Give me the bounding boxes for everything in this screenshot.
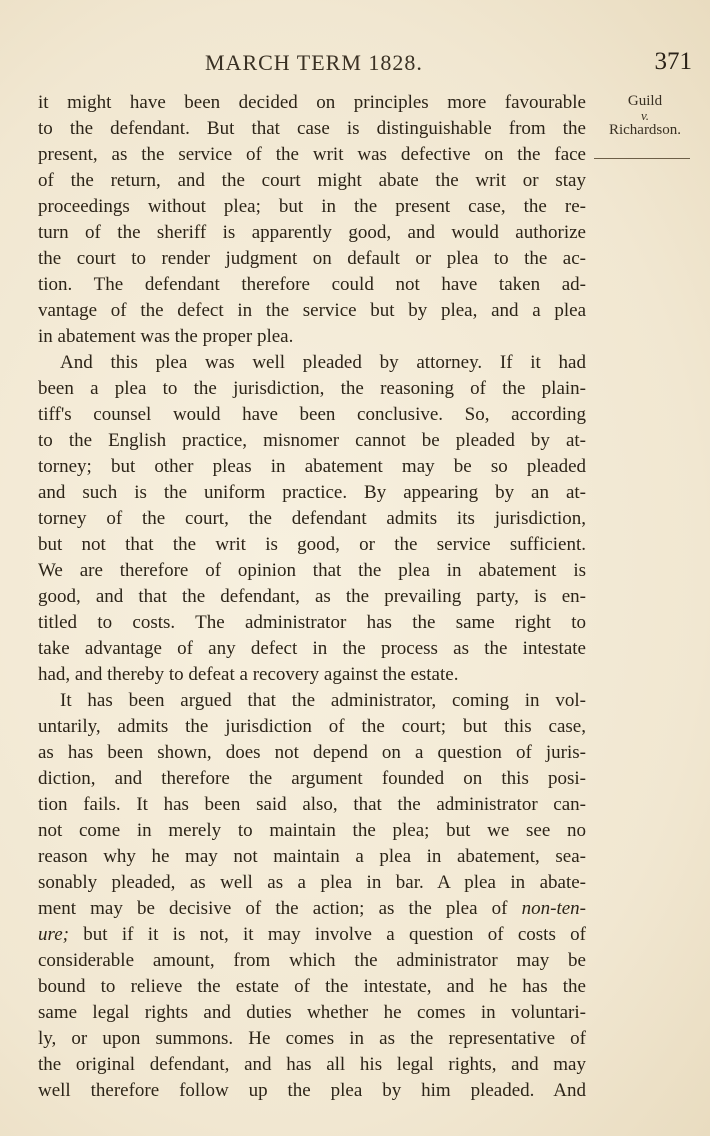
text-line: good, and that the defendant, as the prevailing party, is en- [38,586,586,607]
text-line: reason why he may not maintain a plea in abatement, sea- [38,846,586,867]
text-line: take advantage of any defect in the process as the intestate [38,638,586,659]
text-segment: ment may be decisive of the action; as the plea of [38,898,508,919]
text-line: to the English practice, misnomer cannot be pleaded by at- [38,430,586,451]
text-line: sonably pleaded, as well as a plea in bar. A plea in abate- [38,872,586,893]
text-line: untarily, admits the jurisdiction of the court; but this case, [38,716,586,737]
text-line: bound to relieve the estate of the intestate, and he has the [38,976,586,997]
text-line: And this plea was well pleaded by attorney. If it had [60,352,586,373]
text-line: the court to render judgment on default or plea to the ac- [38,248,586,269]
text-line: considerable amount, from which the administrator may be [38,950,586,971]
text-line: of the return, and the court might abate the writ or stay [38,170,586,191]
text-line: turn of the sheriff is apparently good, and would authorize [38,222,586,243]
margin-rule [594,158,690,159]
text-line: torney of the court, the defendant admits its jurisdiction, [38,508,586,529]
text-line: torney; but other pleas in abatement may be so pleaded [38,456,586,477]
running-head: MARCH TERM 1828. [205,50,423,75]
text-line: ly, or upon summons. He comes in as the representative of [38,1028,586,1049]
page-number: 371 [654,48,692,75]
page-header [0,50,710,80]
text-line: and such is the uniform practice. By appearing by an at- [38,482,586,503]
text-line: proceedings without plea; but in the present case, the re- [38,196,586,217]
text-line: tiff's counsel would have been conclusive. So, according [38,404,586,425]
text-line: It has been argued that the administrator, coming in vol- [60,690,586,711]
text-line: vantage of the defect in the service but by plea, and a plea [38,300,586,321]
body-text [38,90,586,1104]
text-line: tion. The defendant therefore could not have taken ad- [38,274,586,295]
text-line: well therefore follow up the plea by him pleaded. And [38,1080,586,1101]
text-line: as has been shown, does not depend on a question of juris- [38,742,586,763]
text-line: it might have been decided on principles more favourable [38,92,586,113]
text-line: to the defendant. But that case is distinguishable from the [38,118,586,139]
text-line: We are therefore of opinion that the plea in abatement is [38,560,586,581]
text-line: not come in merely to maintain the plea; but we see no [38,820,586,841]
text-line: present, as the service of the writ was defective on the face [38,144,586,165]
margin-note-plaintiff: Guild [627,93,663,109]
text-line [38,922,586,948]
text-line: the original defendant, and has all his legal rights, and may [38,1054,586,1075]
italic-term: ure; [38,924,69,945]
text-line: in abatement was the proper plea. [38,326,294,347]
text-line: titled to costs. The administrator has the same right to [38,612,586,633]
text-line: same legal rights and duties whether he comes in voluntari- [38,1002,586,1023]
margin-note-versus: v. [640,108,650,123]
text-line [38,896,586,922]
case-margin-note [590,93,700,139]
text-line: diction, and therefore the argument founded on this posi- [38,768,586,789]
text-line: but not that the writ is good, or the service sufficient. [38,534,586,555]
text-line: been a plea to the jurisdiction, the reasoning of the plain- [38,378,586,399]
text-line: tion fails. It has been said also, that the administrator can- [38,794,586,815]
text-segment: but if it is not, it may involve a question of costs of [83,924,586,945]
italic-term: non-ten- [521,898,587,919]
text-line: had, and thereby to defeat a recovery against the estate. [38,664,459,685]
margin-note-defendant: Richardson. [608,122,682,138]
